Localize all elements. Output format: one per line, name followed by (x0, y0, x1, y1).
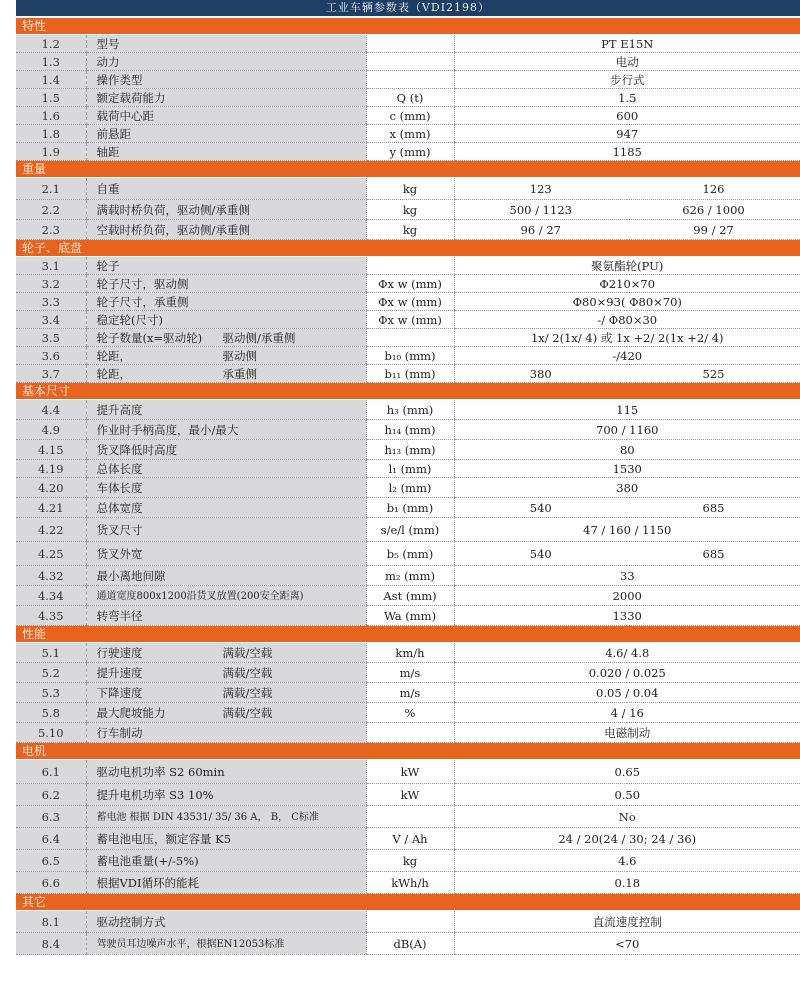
row-name (86, 329, 366, 347)
spec-row (16, 566, 800, 586)
row-value: 0.05 / 0.04 (454, 683, 800, 703)
row-code: 4.9 (16, 420, 86, 440)
row-value: 525 (627, 365, 800, 383)
row-name-extra: 承重侧 (222, 366, 257, 381)
row-name (86, 872, 366, 894)
section-header (16, 18, 800, 35)
row-name (86, 35, 366, 53)
row-value: 0.18 (454, 872, 800, 894)
row-name (86, 257, 366, 275)
spec-row (16, 107, 800, 125)
row-name-main: 根据VDI循环的能耗 (96, 875, 200, 890)
row-name (86, 606, 366, 626)
spec-row (16, 911, 800, 933)
row-name-main: 驾驶员耳边噪声水平，根据EN12053标准 (96, 938, 285, 950)
row-name-main: 轮子尺寸，承重侧 (96, 294, 189, 309)
row-name-main: 总体宽度 (96, 500, 143, 515)
row-code: 6.5 (16, 850, 86, 872)
row-value: 1530 (454, 460, 800, 478)
row-code: 4.19 (16, 460, 86, 478)
row-name-main: 最大爬坡能力 (96, 705, 166, 720)
row-name-main: 操作类型 (96, 72, 143, 87)
row-name (86, 586, 366, 606)
row-code: 5.8 (16, 703, 86, 723)
row-unit: s/e/l (mm) (366, 518, 454, 542)
row-name-main: 前悬距 (96, 126, 131, 141)
spec-row (16, 200, 800, 220)
spec-row (16, 220, 800, 240)
row-unit: Φx w (mm) (366, 275, 454, 293)
spec-row (16, 53, 800, 71)
row-unit: km/h (366, 643, 454, 663)
row-name-main: 货叉尺寸 (96, 522, 143, 537)
row-name (86, 293, 366, 311)
row-name (86, 643, 366, 663)
spec-row (16, 347, 800, 365)
row-name-main: 型号 (96, 36, 120, 51)
row-name (86, 365, 366, 383)
row-name (86, 311, 366, 329)
row-name-main: 蓄电池重量(+/-5%) (96, 853, 199, 868)
row-code: 4.25 (16, 542, 86, 566)
row-value: 685 (627, 542, 800, 566)
spec-row (16, 275, 800, 293)
row-code: 1.9 (16, 143, 86, 161)
section-header (16, 161, 800, 178)
row-value: 聚氨酯轮(PU) (454, 257, 800, 275)
row-name (86, 850, 366, 872)
row-value: 1330 (454, 606, 800, 626)
row-unit: dB(A) (366, 933, 454, 955)
section-title: 基本尺寸 (16, 383, 800, 400)
row-code: 1.5 (16, 89, 86, 107)
row-name-main: 作业时手柄高度，最小/最大 (96, 422, 239, 437)
row-name-main: 货叉外宽 (96, 546, 143, 561)
row-name-main: 轴距 (96, 144, 120, 159)
row-value: 123 (454, 178, 627, 200)
row-code: 5.1 (16, 643, 86, 663)
row-value: 24 / 20(24 / 30; 24 / 36) (454, 828, 800, 850)
row-unit: Φx w (mm) (366, 311, 454, 329)
row-value: 33 (454, 566, 800, 586)
spec-row (16, 643, 800, 663)
row-name-main: 稳定轮(尺寸) (96, 312, 163, 327)
row-name-main: 提升电机功率 S3 10% (96, 787, 214, 802)
row-name-extra: 驱动侧 (222, 348, 257, 363)
row-unit: l₂ (mm) (366, 478, 454, 498)
row-name-main: 空载时桥负荷，驱动侧/承重侧 (96, 222, 250, 237)
row-name-main: 轮子数量(x=驱动轮) (96, 330, 203, 345)
spec-row (16, 542, 800, 566)
row-value: -/420 (454, 347, 800, 365)
row-code: 6.1 (16, 760, 86, 784)
row-value: 540 (454, 542, 627, 566)
row-code: 1.2 (16, 35, 86, 53)
row-code: 1.3 (16, 53, 86, 71)
row-value: Φ210×70 (454, 275, 800, 293)
spec-row (16, 178, 800, 200)
row-name-main: 提升高度 (96, 402, 143, 417)
row-value: 4.6 (454, 850, 800, 872)
spec-row (16, 400, 800, 420)
row-code: 4.20 (16, 478, 86, 498)
spec-row (16, 723, 800, 743)
row-value: 947 (454, 125, 800, 143)
row-name (86, 460, 366, 478)
row-name-main: 满载时桥负荷，驱动侧/承重侧 (96, 202, 250, 217)
row-unit: m₂ (mm) (366, 566, 454, 586)
row-name-main: 最小离地间隙 (96, 568, 166, 583)
spec-row (16, 586, 800, 606)
row-unit: kg (366, 178, 454, 200)
row-name-main: 行车制动 (96, 725, 143, 740)
spec-row (16, 460, 800, 478)
row-code: 3.2 (16, 275, 86, 293)
row-name (86, 220, 366, 240)
spec-row (16, 703, 800, 723)
row-value: 直流速度控制 (454, 911, 800, 933)
row-name (86, 542, 366, 566)
spec-row (16, 850, 800, 872)
row-value: 47 / 160 / 1150 (454, 518, 800, 542)
row-value: 电磁制动 (454, 723, 800, 743)
section-header (16, 626, 800, 643)
row-code: 5.2 (16, 663, 86, 683)
row-name-main: 总体长度 (96, 461, 143, 476)
row-value: <70 (454, 933, 800, 955)
row-name (86, 566, 366, 586)
row-unit: l₁ (mm) (366, 460, 454, 478)
row-name (86, 107, 366, 125)
row-value: 600 (454, 107, 800, 125)
row-name (86, 806, 366, 828)
row-name-extra: 驱动侧/承重侧 (222, 330, 296, 345)
row-value: 4.6/ 4.8 (454, 643, 800, 663)
spec-row (16, 784, 800, 806)
row-value: 540 (454, 498, 627, 518)
row-name (86, 498, 366, 518)
spec-row (16, 143, 800, 161)
row-name (86, 478, 366, 498)
spec-row (16, 89, 800, 107)
row-value: 0.50 (454, 784, 800, 806)
row-code: 2.3 (16, 220, 86, 240)
spec-row (16, 760, 800, 784)
section-header (16, 894, 800, 911)
row-value: No (454, 806, 800, 828)
row-name-extra: 满载/空载 (222, 665, 273, 680)
spec-row (16, 518, 800, 542)
row-value: 1185 (454, 143, 800, 161)
row-code: 4.15 (16, 440, 86, 460)
row-name (86, 400, 366, 420)
row-value: 380 (454, 478, 800, 498)
row-name (86, 663, 366, 683)
row-code: 3.1 (16, 257, 86, 275)
row-name (86, 178, 366, 200)
spec-row (16, 683, 800, 703)
row-value: 700 / 1160 (454, 420, 800, 440)
spec-row (16, 125, 800, 143)
spec-row (16, 933, 800, 955)
row-name (86, 703, 366, 723)
row-code: 4.21 (16, 498, 86, 518)
row-value: 步行式 (454, 71, 800, 89)
row-unit: b₁₁ (mm) (366, 365, 454, 383)
spec-row (16, 35, 800, 53)
row-value: 1x/ 2(1x/ 4) 或 1x +2/ 2(1x +2/ 4) (454, 329, 800, 347)
row-unit: V / Ah (366, 828, 454, 850)
row-name-main: 下降速度 (96, 685, 143, 700)
row-value: -/ Φ80×30 (454, 311, 800, 329)
row-unit (366, 329, 454, 347)
row-code: 3.5 (16, 329, 86, 347)
row-unit: m/s (366, 683, 454, 703)
spec-row (16, 872, 800, 894)
row-unit: % (366, 703, 454, 723)
row-unit (366, 723, 454, 743)
row-name (86, 518, 366, 542)
row-unit: m/s (366, 663, 454, 683)
row-unit: h₁₃ (mm) (366, 440, 454, 460)
row-name (86, 347, 366, 365)
row-unit: h₁₄ (mm) (366, 420, 454, 440)
row-unit: b₁₀ (mm) (366, 347, 454, 365)
section-title: 轮子、底盘 (16, 240, 800, 257)
row-unit: kWh/h (366, 872, 454, 894)
row-unit: Q (t) (366, 89, 454, 107)
row-unit (366, 806, 454, 828)
row-value: 380 (454, 365, 627, 383)
row-name-main: 蓄电池电压，额定容量 K5 (96, 831, 232, 846)
row-name-main: 动力 (96, 54, 120, 69)
row-unit: Φx w (mm) (366, 293, 454, 311)
row-code: 6.3 (16, 806, 86, 828)
row-name (86, 420, 366, 440)
row-value: 626 / 1000 (627, 200, 800, 220)
spec-row (16, 329, 800, 347)
section-header (16, 240, 800, 257)
row-value: 126 (627, 178, 800, 200)
row-name (86, 723, 366, 743)
row-name-main: 驱动控制方式 (96, 914, 166, 929)
row-code: 4.32 (16, 566, 86, 586)
spec-row (16, 663, 800, 683)
row-value: 99 / 27 (627, 220, 800, 240)
row-value: 0.65 (454, 760, 800, 784)
row-value: PT E15N (454, 35, 800, 53)
row-code: 8.1 (16, 911, 86, 933)
row-code: 4.35 (16, 606, 86, 626)
row-name-main: 提升速度 (96, 665, 143, 680)
row-code: 8.4 (16, 933, 86, 955)
row-code: 2.2 (16, 200, 86, 220)
row-code: 4.4 (16, 400, 86, 420)
spec-row (16, 420, 800, 440)
row-name (86, 828, 366, 850)
section-title: 重量 (16, 161, 800, 178)
section-header (16, 383, 800, 400)
row-value: 115 (454, 400, 800, 420)
row-name-main: 蓄电池 根据 DIN 43531/ 35/ 36 A， B， C标准 (96, 811, 319, 823)
spec-row (16, 440, 800, 460)
row-code: 3.6 (16, 347, 86, 365)
row-name-main: 行驶速度 (96, 645, 143, 660)
row-value: 电动 (454, 53, 800, 71)
row-name-main: 货叉降低时高度 (96, 442, 177, 457)
spec-row (16, 365, 800, 383)
row-code: 5.3 (16, 683, 86, 703)
row-unit: Ast (mm) (366, 586, 454, 606)
row-name-extra: 满载/空载 (222, 705, 273, 720)
row-unit: kg (366, 850, 454, 872)
row-unit: kg (366, 220, 454, 240)
row-value: 685 (627, 498, 800, 518)
row-unit (366, 257, 454, 275)
row-name (86, 143, 366, 161)
row-code: 5.10 (16, 723, 86, 743)
row-code: 3.7 (16, 365, 86, 383)
row-name-main: 轮子尺寸，驱动侧 (96, 276, 189, 291)
row-name-main: 车体长度 (96, 480, 143, 495)
row-name (86, 784, 366, 806)
row-unit (366, 911, 454, 933)
row-name (86, 275, 366, 293)
row-name-main: 额定载荷能力 (96, 90, 166, 105)
row-name-main: 轮子 (96, 258, 120, 273)
row-value: Φ80×93( Φ80×70) (454, 293, 800, 311)
row-value: 96 / 27 (454, 220, 627, 240)
row-name (86, 71, 366, 89)
row-unit: kg (366, 200, 454, 220)
row-name-main: 载荷中心距 (96, 108, 154, 123)
row-name (86, 53, 366, 71)
spec-row (16, 828, 800, 850)
row-name (86, 440, 366, 460)
spec-row (16, 498, 800, 518)
row-unit: h₃ (mm) (366, 400, 454, 420)
row-code: 6.2 (16, 784, 86, 806)
spec-table (16, 18, 800, 955)
section-title: 电机 (16, 743, 800, 760)
row-code: 2.1 (16, 178, 86, 200)
row-name (86, 933, 366, 955)
row-value: 1.5 (454, 89, 800, 107)
spec-row (16, 806, 800, 828)
row-name-main: 通道宽度800x1200沿货叉放置(200安全距离) (96, 590, 304, 602)
row-name (86, 200, 366, 220)
spec-row (16, 293, 800, 311)
row-unit: kW (366, 784, 454, 806)
row-name-extra: 满载/空载 (222, 645, 273, 660)
row-code: 6.4 (16, 828, 86, 850)
row-unit: b₁ (mm) (366, 498, 454, 518)
row-code: 1.8 (16, 125, 86, 143)
row-value: 500 / 1123 (454, 200, 627, 220)
row-unit: b₅ (mm) (366, 542, 454, 566)
row-name (86, 911, 366, 933)
section-title: 其它 (16, 894, 800, 911)
row-value: 4 / 16 (454, 703, 800, 723)
row-unit: Wa (mm) (366, 606, 454, 626)
spec-row (16, 311, 800, 329)
row-code: 1.6 (16, 107, 86, 125)
row-value: 2000 (454, 586, 800, 606)
row-code: 3.4 (16, 311, 86, 329)
row-name (86, 683, 366, 703)
row-unit: y (mm) (366, 143, 454, 161)
row-code: 4.34 (16, 586, 86, 606)
sheet-title: 工业车辆参数表（VDI2198） (16, 0, 800, 16)
row-code: 4.22 (16, 518, 86, 542)
row-name-main: 轮距， (96, 348, 131, 363)
row-code: 3.3 (16, 293, 86, 311)
row-unit (366, 53, 454, 71)
spec-row (16, 257, 800, 275)
row-name (86, 89, 366, 107)
spec-row (16, 71, 800, 89)
row-value: 80 (454, 440, 800, 460)
row-code: 1.4 (16, 71, 86, 89)
row-unit: x (mm) (366, 125, 454, 143)
row-name-main: 转弯半径 (96, 608, 143, 623)
row-unit: kW (366, 760, 454, 784)
section-header (16, 743, 800, 760)
row-name-main: 驱动电机功率 S2 60min (96, 764, 225, 779)
row-unit: c (mm) (366, 107, 454, 125)
row-code: 6.6 (16, 872, 86, 894)
row-unit (366, 35, 454, 53)
section-title: 特性 (16, 18, 800, 35)
spec-row (16, 606, 800, 626)
row-name-main: 自重 (96, 181, 120, 196)
row-name-extra: 满载/空载 (222, 685, 273, 700)
row-name (86, 125, 366, 143)
spec-row (16, 478, 800, 498)
row-value: 0.020 / 0.025 (454, 663, 800, 683)
row-name-main: 轮距， (96, 366, 131, 381)
row-name (86, 760, 366, 784)
section-title: 性能 (16, 626, 800, 643)
row-unit (366, 71, 454, 89)
